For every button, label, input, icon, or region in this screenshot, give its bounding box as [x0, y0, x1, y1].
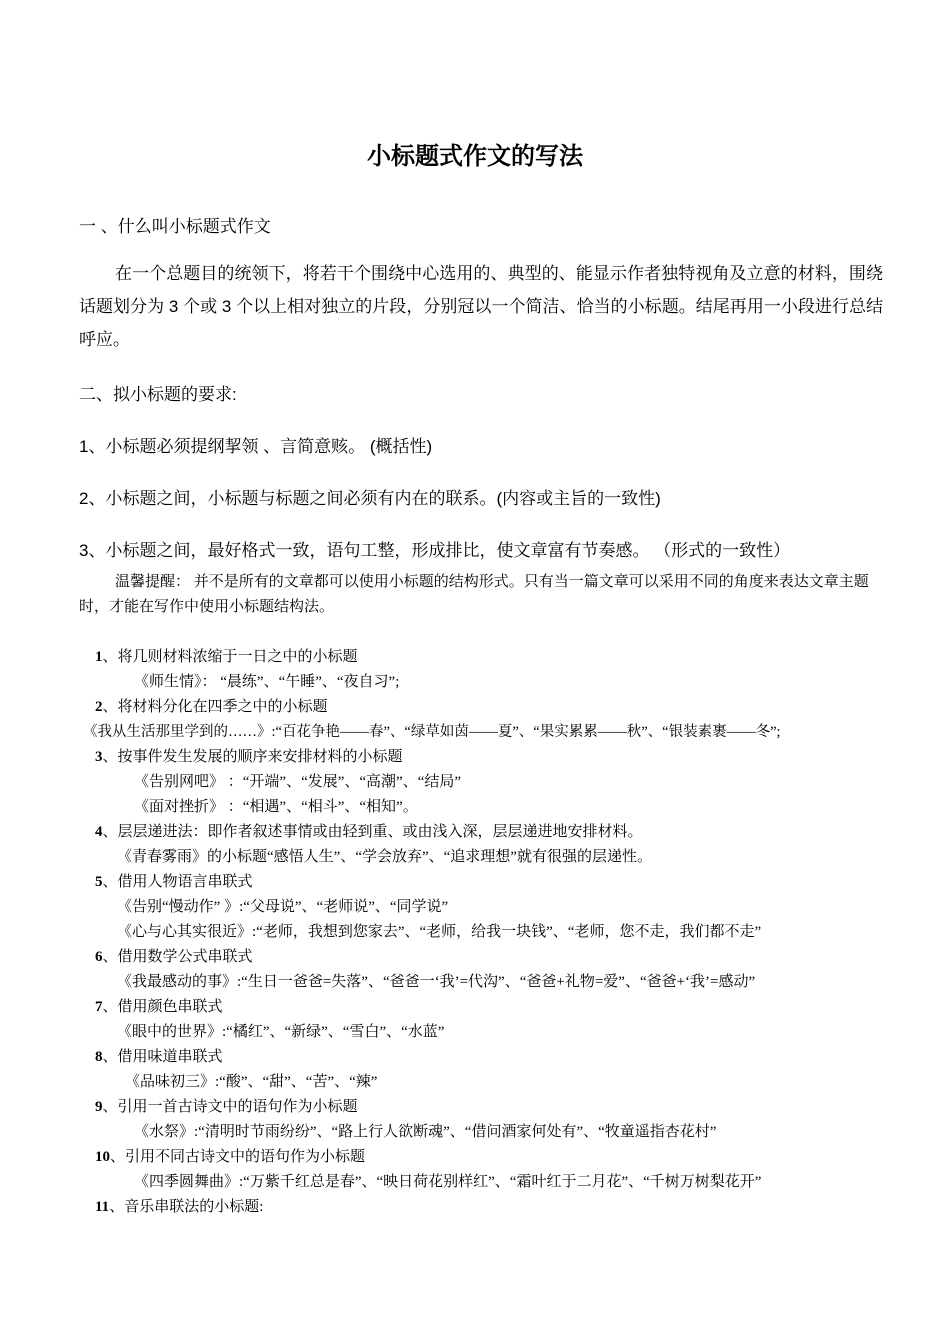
method-text: 、借用数学公式串联式 [102, 949, 253, 965]
method-example: 《眼中的世界》:“橘红”、“新绿”、“雪白”、“水蓝” [117, 1024, 445, 1040]
method-example: 《我最感动的事》:“生日一爸爸=失落”、“爸爸一‘我’=代沟”、“爸爸+礼物=爱”、“爸爸+‘我’=感动” [117, 974, 756, 990]
method-number: 8 [95, 1049, 103, 1065]
section-heading-requirements: 二、拟小标题的要求: [79, 385, 237, 404]
method-example: 《告别“慢动作” 》:“父母说”、“老师说”、“同学说” [117, 899, 449, 915]
requirement-item: 1、小标题必须提纲挈领 、言简意赅。 (概括性) [79, 437, 433, 456]
method-example: 《品味初三》:“酸”、“甜”、“苦”、“辣” [125, 1074, 378, 1090]
method-number: 2 [95, 699, 103, 715]
method-number: 7 [95, 999, 103, 1015]
method-item [95, 870, 253, 891]
method-item [95, 1095, 358, 1116]
requirement-item: 3、小标题之间，最好格式一致，语句工整，形成排比，使文章富有节奏感。 （形式的一致性） [79, 541, 791, 560]
method-text: 、借用颜色串联式 [102, 999, 223, 1015]
method-number: 10 [95, 1149, 110, 1165]
method-text: 、引用不同古诗文中的语句作为小标题 [110, 1149, 366, 1165]
method-item [95, 1145, 365, 1166]
method-item [95, 1195, 263, 1216]
method-item [95, 820, 643, 841]
method-example: 《师生情》： “晨练”、“午睡”、“夜自习”; [134, 674, 400, 690]
method-text: 、将材料分化在四季之中的小标题 [102, 699, 328, 715]
method-example: 《青春雾雨》的小标题“感悟人生”、“学会放弃”、“追求理想”就有很强的层递性。 [117, 849, 652, 865]
method-example: 《心与心其实很近》:“老师，我想到您家去”、“老师，给我一块钱”、“老师，您不走，我们都不走” [117, 924, 762, 940]
method-example: 《四季圆舞曲》:“万紫千红总是春”、“映日荷花别样红”、“霜叶红于二月花”、“千树万树梨花开” [134, 1174, 762, 1190]
method-item [95, 995, 223, 1016]
section-heading-definition: 一 、什么叫小标题式作文 [79, 217, 271, 236]
method-number: 1 [95, 649, 103, 665]
method-text: 、层层递进法：即作者叙述事情或由轻到重、或由浅入深，层层递进地安排材料。 [102, 824, 643, 840]
requirement-item: 2、小标题之间，小标题与标题之间必须有内在的联系。(内容或主旨的一致性) [79, 489, 661, 508]
method-text: 、借用人物语言串联式 [102, 874, 253, 890]
method-number: 9 [95, 1099, 103, 1115]
method-example: 《告别网吧》 ：“开端”、“发展”、“高潮”、“结局” [134, 774, 462, 790]
method-item [95, 945, 253, 966]
page-title: 小标题式作文的写法 [367, 143, 583, 170]
tip-note: 温馨提醒： 并不是所有的文章都可以使用小标题的结构形式。只有当一篇文章可以采用不同的角度来表达文章主题时，才能在写作中使用小标题结构法。 [79, 574, 869, 615]
method-text: 、将几则材料浓缩于一日之中的小标题 [102, 649, 358, 665]
method-number: 3 [95, 749, 103, 765]
method-number: 4 [95, 824, 103, 840]
method-text: 、按事件发生发展的顺序来安排材料的小标题 [102, 749, 403, 765]
method-number: 5 [95, 874, 103, 890]
method-item [95, 745, 403, 766]
method-item [95, 1045, 223, 1066]
definition-paragraph: 在一个总题目的统领下，将若干个围绕中心选用的、典型的、能显示作者独特视角及立意的材料，围绕话题划分为 3 个或 3 个以上相对独立的片段，分别冠以一个简洁、恰当的小标题。结尾再用一小段进行总结呼应。 [79, 264, 883, 349]
method-example: 《水祭》:“清明时节雨纷纷”、“路上行人欲断魂”、“借问酒家何处有”、“牧童遥指杏花村” [134, 1124, 717, 1140]
method-number: 6 [95, 949, 103, 965]
method-number: 11 [95, 1199, 110, 1215]
method-example: 《面对挫折》 ：“相遇”、“相斗”、“相知”。 [134, 799, 418, 815]
method-item [95, 695, 328, 716]
method-example: 《我从生活那里学到的……》:“百花争艳——春”、“绿草如茵——夏”、“果实累累——秋”、“银装素裹——冬”; [83, 724, 781, 740]
method-text: 、引用一首古诗文中的语句作为小标题 [102, 1099, 358, 1115]
method-text: 、音乐串联法的小标题: [109, 1199, 264, 1215]
method-text: 、借用味道串联式 [102, 1049, 223, 1065]
method-item [95, 645, 358, 666]
